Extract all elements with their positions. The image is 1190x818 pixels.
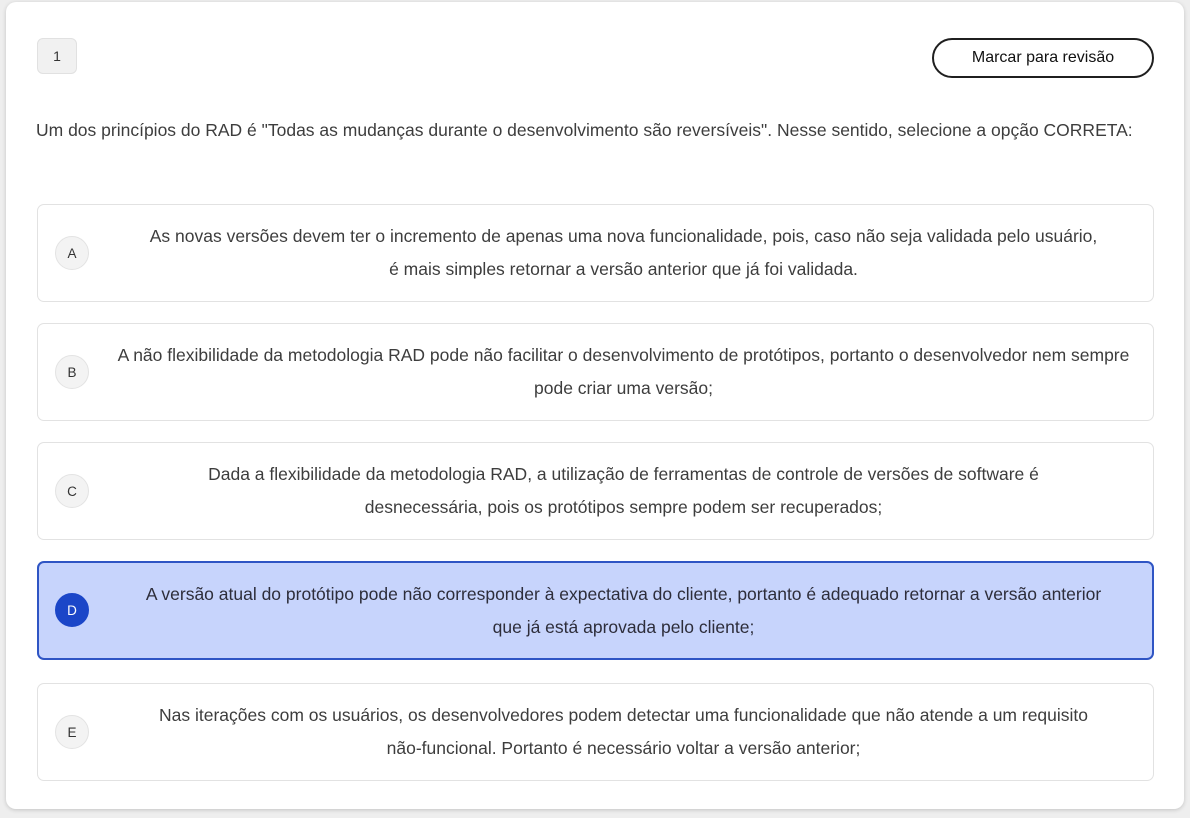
option-d[interactable] — [37, 561, 1154, 660]
option-e[interactable] — [37, 683, 1154, 781]
mark-for-review-label: Marcar para revisão — [971, 49, 1115, 66]
option-letter-e: E — [55, 715, 89, 749]
option-text-d: A versão atual do protótipo pode não corresponder à expectativa do cliente, portanto é adequado retornar a versão anterior que já está aprovada pelo cliente; — [145, 583, 1102, 637]
option-a[interactable] — [37, 204, 1154, 302]
option-text-b: A não flexibilidade da metodologia RAD pode não facilitar o desenvolvimento de protótipos, portanto o desenvolvedor nem sempre pode criar uma versão; — [117, 345, 1130, 398]
option-text-e: Nas iterações com os usuários, os desenvolvedores podem detectar uma funcionalidade que não atende a um requisito não-funcional. Portanto é necessário voltar a versão anterior; — [158, 705, 1089, 758]
option-letter-c: C — [55, 474, 89, 508]
question-number: 1 — [53, 48, 61, 64]
option-text-a: As novas versões devem ter o incremento de apenas uma nova funcionalidade, pois, caso não seja validada pelo usuário, é mais simples retornar a versão anterior que já foi validada. — [149, 226, 1098, 279]
question-number-badge — [37, 38, 77, 74]
question-card — [6, 2, 1184, 809]
option-letter-d: D — [55, 593, 89, 627]
option-letter-b: B — [55, 355, 89, 389]
option-text-c: Dada a flexibilidade da metodologia RAD, a utilização de ferramentas de controle de versões de software é desnecessária, pois os protótipos sempre podem ser recuperados; — [208, 464, 1039, 517]
option-c[interactable] — [37, 442, 1154, 540]
option-b[interactable] — [37, 323, 1154, 421]
option-letter-a: A — [55, 236, 89, 270]
mark-for-review-button[interactable] — [932, 38, 1154, 78]
question-text: Um dos princípios do RAD é "Todas as mudanças durante o desenvolvimento são reversíveis". Nesse sentido, selecione a opção CORRETA: — [36, 120, 1133, 140]
